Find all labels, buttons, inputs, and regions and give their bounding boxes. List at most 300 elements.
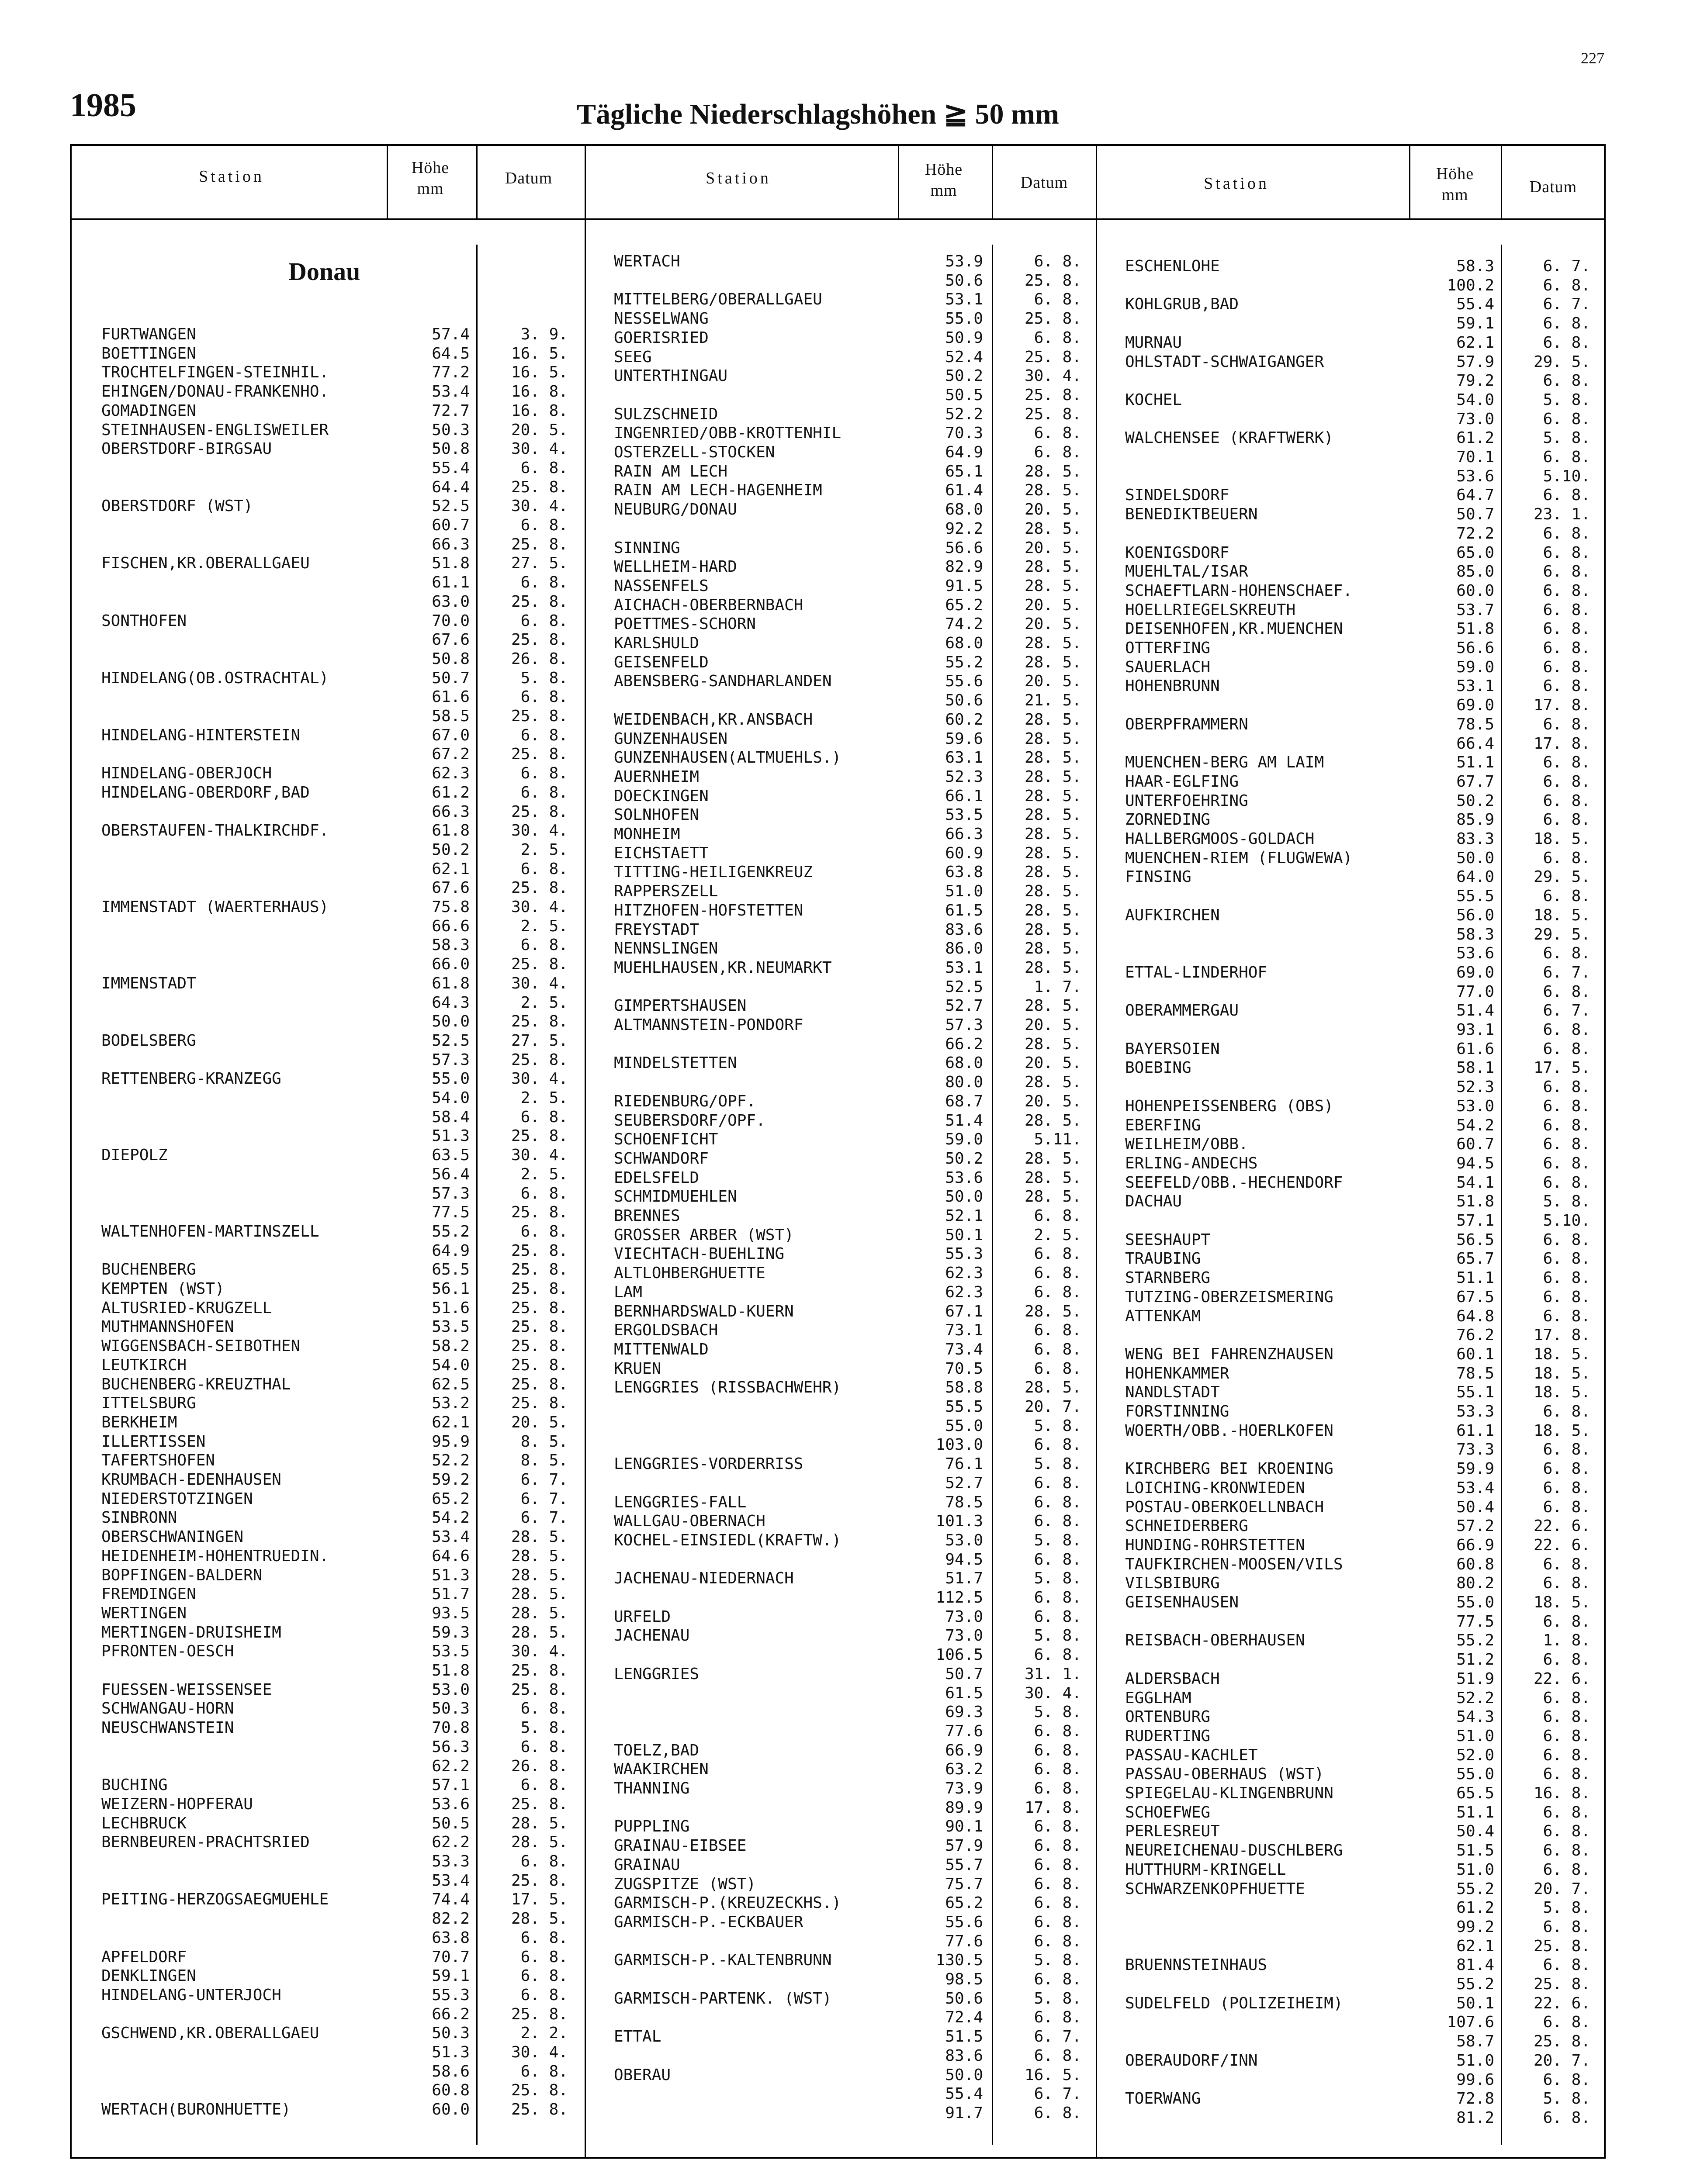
- station-name: SONTHOFEN: [101, 612, 187, 630]
- precip-height: 50.8: [432, 440, 470, 458]
- precip-height: 91.5: [945, 577, 983, 595]
- station-name: KOENIGSDORF: [1125, 543, 1229, 562]
- precip-date: 6. 8.: [520, 1928, 568, 1947]
- table-row: [0, 2032, 1690, 2051]
- precip-date: 6. 8.: [1034, 1264, 1081, 1282]
- station-name: RAIN AM LECH: [614, 462, 728, 480]
- precip-date: 20. 7.: [1533, 1880, 1590, 1898]
- precip-date: 30. 4.: [511, 1146, 568, 1165]
- table-row: [0, 1230, 1690, 1250]
- precip-date: 6. 8.: [520, 574, 568, 592]
- precip-date: 6. 8.: [1543, 1860, 1590, 1879]
- precip-date: 6. 8.: [1034, 290, 1081, 309]
- precip-height: 65.1: [945, 462, 983, 480]
- precip-height: 55.3: [945, 1245, 983, 1263]
- table-row: [0, 696, 1690, 715]
- precip-date: 6. 8.: [1543, 2108, 1590, 2127]
- station-name: STEINHAUSEN-ENGLISWEILER: [101, 421, 329, 439]
- precip-date: 25. 8.: [511, 802, 568, 821]
- precip-date: 20. 5.: [511, 1413, 568, 1431]
- precip-date: 6. 8.: [1034, 2104, 1081, 2122]
- precip-height: 60.7: [432, 516, 470, 534]
- station-name: WERTACH: [614, 252, 680, 270]
- station-name: ORTENBURG: [1125, 1708, 1211, 1726]
- precip-date: 6. 8.: [520, 1108, 568, 1126]
- table-row: [0, 1383, 1690, 1402]
- precip-height: 55.4: [1456, 295, 1494, 314]
- precip-date: 28. 5.: [1024, 729, 1081, 748]
- header-unit-1: mm: [417, 180, 444, 198]
- precip-height: 67.6: [432, 879, 470, 897]
- table-row: [0, 1040, 1690, 1059]
- precip-height: 61.2: [1456, 1899, 1494, 1917]
- precip-date: 20. 5.: [1024, 672, 1081, 691]
- precip-height: 56.0: [1456, 906, 1494, 924]
- table-row: [0, 1631, 1690, 1650]
- precip-height: 55.0: [1456, 1593, 1494, 1611]
- precip-height: 52.1: [945, 1207, 983, 1225]
- precip-date: 27. 5.: [511, 1031, 568, 1050]
- precip-height: 56.6: [945, 539, 983, 557]
- precip-date: 6. 8.: [1543, 1230, 1590, 1249]
- station-name: HINDELANG-HINTERSTEIN: [101, 726, 301, 744]
- precip-height: 75.7: [945, 1875, 983, 1893]
- precip-height: 50.2: [432, 840, 470, 859]
- precip-height: 58.5: [432, 707, 470, 725]
- precip-height: 64.0: [1456, 868, 1494, 886]
- precip-date: 6. 8.: [1543, 887, 1590, 905]
- station-name: PUPPLING: [614, 1818, 690, 1836]
- station-name: PASSAU-KACHLET: [1125, 1746, 1258, 1764]
- precip-height: 54.3: [1456, 1708, 1494, 1726]
- precip-date: 6. 7.: [520, 1509, 568, 1527]
- precip-height: 103.0: [935, 1436, 983, 1454]
- station-name: DACHAU: [1125, 1192, 1182, 1211]
- station-name: WERTINGEN: [101, 1604, 187, 1622]
- station-name: LENGGRIES: [614, 1665, 700, 1683]
- table-row: [0, 963, 1690, 982]
- precip-date: 28. 5.: [511, 1910, 568, 1928]
- precip-height: 58.3: [432, 936, 470, 954]
- station-name: ILLERTISSEN: [101, 1432, 206, 1451]
- precip-height: 57.9: [1456, 352, 1494, 371]
- station-name: RAPPERSZELL: [614, 882, 718, 901]
- precip-date: 5. 8.: [1543, 2090, 1590, 2108]
- table-row: [0, 1898, 1690, 1918]
- precip-date: 28. 5.: [1024, 882, 1081, 901]
- station-name: UNTERFOEHRING: [1125, 791, 1248, 810]
- station-name: POSTAU-OBERKOELLNBACH: [1125, 1498, 1324, 1516]
- precip-date: 6. 8.: [520, 459, 568, 477]
- precip-height: 73.0: [945, 1627, 983, 1645]
- precip-date: 30. 4.: [511, 1642, 568, 1661]
- precip-date: 6. 8.: [1034, 1894, 1081, 1912]
- table-row: [0, 1937, 1690, 1956]
- precip-date: 6. 8.: [520, 1738, 568, 1756]
- precip-date: 21. 5.: [1024, 691, 1081, 710]
- precip-height: 69.0: [1456, 696, 1494, 715]
- precip-height: 57.1: [1456, 1212, 1494, 1230]
- station-name: NIEDERSTOTZINGEN: [101, 1489, 253, 1508]
- precip-date: 28. 5.: [1024, 577, 1081, 595]
- table-row: [0, 1574, 1690, 1593]
- station-name: OBERAU: [614, 2066, 671, 2084]
- station-name: NENNSLINGEN: [614, 940, 718, 958]
- precip-height: 98.5: [945, 1970, 983, 1988]
- station-name: SCHWANDORF: [614, 1149, 709, 1168]
- station-name: ZUGSPITZE (WST): [614, 1875, 756, 1893]
- precip-date: 30. 4.: [511, 2043, 568, 2061]
- precip-height: 93.1: [1456, 1021, 1494, 1039]
- precip-height: 63.5: [432, 1146, 470, 1165]
- precip-date: 6. 8.: [1543, 982, 1590, 1001]
- precip-height: 59.6: [945, 729, 983, 748]
- precip-date: 25. 8.: [511, 1241, 568, 1260]
- precip-date: 6. 7.: [1034, 2085, 1081, 2103]
- precip-date: 25. 8.: [511, 478, 568, 496]
- precip-height: 52.2: [945, 405, 983, 423]
- precip-date: 25. 8.: [511, 535, 568, 553]
- table-row: [0, 1135, 1690, 1154]
- precip-date: 30. 4.: [511, 1070, 568, 1088]
- precip-height: 65.2: [432, 1489, 470, 1508]
- station-name: GRAINAU: [614, 1856, 680, 1874]
- precip-date: 26. 8.: [511, 1757, 568, 1775]
- precip-date: 6. 8.: [1543, 1154, 1590, 1172]
- precip-height: 62.2: [432, 1757, 470, 1775]
- station-name: HINDELANG-OBERDORF,BAD: [101, 783, 310, 802]
- station-name: WERTACH(BURONHUETTE): [101, 2101, 291, 2119]
- precip-height: 54.2: [1456, 1116, 1494, 1134]
- precip-height: 63.1: [945, 749, 983, 767]
- precip-height: 50.6: [945, 1989, 983, 2008]
- station-name: UNTERTHINGAU: [614, 367, 728, 385]
- precip-date: 2. 5.: [520, 1165, 568, 1183]
- precip-height: 66.2: [432, 2005, 470, 2023]
- precip-date: 30. 4.: [511, 497, 568, 515]
- table-row: [0, 1364, 1690, 1383]
- precip-date: 6. 8.: [1543, 1269, 1590, 1287]
- precip-height: 55.0: [432, 1070, 470, 1088]
- precip-date: 6. 8.: [1543, 1689, 1590, 1707]
- precip-date: 6. 8.: [520, 612, 568, 630]
- station-name: HOHENKAMMER: [1125, 1364, 1229, 1382]
- precip-date: 6. 7.: [1034, 2028, 1081, 2046]
- station-name: REISBACH-OBERHAUSEN: [1125, 1631, 1305, 1650]
- precip-date: 25. 8.: [1024, 310, 1081, 328]
- station-name: OBERSTDORF (WST): [101, 497, 253, 515]
- precip-date: 25. 8.: [511, 1280, 568, 1298]
- station-name: GSCHWEND,KR.OBERALLGAEU: [101, 2024, 319, 2042]
- precip-date: 28. 5.: [1024, 901, 1081, 919]
- precip-date: 6. 8.: [1543, 620, 1590, 638]
- precip-date: 6. 8.: [1543, 333, 1590, 352]
- precip-date: 6. 8.: [1543, 410, 1590, 428]
- precip-height: 53.5: [432, 1318, 470, 1336]
- precip-height: 61.6: [432, 688, 470, 706]
- precip-height: 51.5: [1456, 1842, 1494, 1860]
- precip-height: 53.3: [432, 1852, 470, 1870]
- precip-date: 6. 8.: [1034, 1283, 1081, 1301]
- table-row: [0, 1345, 1690, 1364]
- precip-height: 51.3: [432, 2043, 470, 2061]
- precip-height: 52.3: [945, 767, 983, 786]
- precip-height: 68.0: [945, 1054, 983, 1072]
- precip-height: 61.5: [945, 1684, 983, 1702]
- precip-date: 18. 5.: [1533, 1383, 1590, 1402]
- precip-height: 67.6: [432, 631, 470, 649]
- station-name: LENGGRIES (RISSBACHWEHR): [614, 1379, 842, 1397]
- precip-date: 5. 8.: [1034, 1417, 1081, 1435]
- precip-height: 60.0: [432, 2101, 470, 2119]
- precip-height: 57.4: [432, 325, 470, 343]
- precip-height: 81.2: [1456, 2108, 1494, 2127]
- precip-height: 73.3: [1456, 1441, 1494, 1459]
- precip-height: 62.1: [1456, 333, 1494, 352]
- precip-date: 5. 8.: [1034, 1951, 1081, 1970]
- station-name: BODELSBERG: [101, 1031, 196, 1050]
- station-name: ALTUSRIED-KRUGZELL: [101, 1299, 272, 1317]
- precip-date: 28. 5.: [1024, 844, 1081, 862]
- precip-date: 5. 8.: [1034, 1703, 1081, 1721]
- precip-date: 18. 5.: [1533, 1364, 1590, 1382]
- precip-height: 50.9: [945, 328, 983, 347]
- precip-height: 64.9: [945, 443, 983, 461]
- table-row: [0, 1536, 1690, 1555]
- station-name: APFELDORF: [101, 1948, 187, 1966]
- precip-height: 72.7: [432, 401, 470, 420]
- precip-date: 6. 7.: [520, 1471, 568, 1489]
- table-row: [0, 1555, 1690, 1574]
- precip-height: 57.3: [432, 1184, 470, 1203]
- table-row: [0, 1765, 1690, 1784]
- station-name: BUCHENBERG: [101, 1261, 196, 1279]
- precip-height: 55.2: [1456, 1880, 1494, 1898]
- precip-date: 28. 5.: [1024, 1302, 1081, 1320]
- table-row: [0, 715, 1690, 734]
- precip-date: 28. 5.: [511, 1585, 568, 1603]
- precip-height: 54.0: [1456, 390, 1494, 409]
- station-name: SCHOENFICHT: [614, 1130, 718, 1149]
- station-name: BOPFINGEN-BALDERN: [101, 1566, 263, 1584]
- station-name: ALTMANNSTEIN-PONDORF: [614, 1016, 803, 1034]
- precip-date: 6. 8.: [1543, 1498, 1590, 1516]
- precip-date: 28. 5.: [1024, 634, 1081, 652]
- precip-height: 53.1: [1456, 677, 1494, 695]
- precip-date: 2. 5.: [520, 917, 568, 935]
- precip-date: 30. 4.: [511, 898, 568, 916]
- precip-height: 53.0: [432, 1680, 470, 1699]
- precip-date: 6. 8.: [1543, 1040, 1590, 1058]
- precip-date: 6. 8.: [1543, 1746, 1590, 1764]
- precip-height: 57.9: [945, 1837, 983, 1855]
- station-name: SCHWANGAU-HORN: [101, 1700, 234, 1718]
- precip-date: 5. 8.: [1034, 1569, 1081, 1588]
- precip-height: 50.6: [945, 271, 983, 290]
- station-name: GUNZENHAUSEN: [614, 729, 728, 748]
- precip-height: 60.1: [1456, 1345, 1494, 1363]
- precip-date: 6. 8.: [1543, 1097, 1590, 1115]
- precip-height: 59.9: [1456, 1460, 1494, 1478]
- station-name: PEITING-HERZOGSAEGMUEHLE: [101, 1890, 329, 1909]
- precip-height: 63.2: [945, 1760, 983, 1779]
- station-name: EDELSFELD: [614, 1168, 700, 1187]
- precip-height: 56.6: [1456, 639, 1494, 657]
- precip-date: 28. 5.: [1024, 997, 1081, 1015]
- table-row: [0, 1841, 1690, 1860]
- station-name: TROCHTELFINGEN-STEINHIL.: [101, 363, 329, 382]
- station-name: ALTLOHBERGHUETTE: [614, 1264, 765, 1282]
- precip-height: 60.9: [945, 844, 983, 862]
- station-name: FORSTINNING: [1125, 1403, 1229, 1420]
- precip-height: 62.1: [432, 860, 470, 878]
- table-row: [0, 1268, 1690, 1288]
- station-name: HEIDENHEIM-HOHENTRUEDIN.: [101, 1547, 329, 1565]
- table-row: [0, 1975, 1690, 1994]
- header-datum-2: Datum: [1020, 173, 1068, 192]
- precip-date: 6. 8.: [1543, 1479, 1590, 1497]
- station-name: VILSBIBURG: [1125, 1574, 1220, 1593]
- table-row: [0, 1918, 1690, 1937]
- precip-date: 6. 8.: [1543, 639, 1590, 657]
- grid-line: [476, 144, 478, 219]
- precip-date: 6. 8.: [1034, 1818, 1081, 1836]
- table-row: [0, 982, 1690, 1002]
- precip-height: 77.6: [945, 1722, 983, 1740]
- precip-date: 25. 8.: [1533, 1937, 1590, 1955]
- precip-height: 59.2: [432, 1471, 470, 1489]
- precip-height: 50.1: [945, 1226, 983, 1244]
- grid-line: [992, 144, 993, 219]
- precip-height: 52.5: [432, 1031, 470, 1050]
- station-name: LOICHING-KRONWIEDEN: [1125, 1479, 1305, 1497]
- station-name: SEEFELD/OBB.-HECHENDORF: [1125, 1173, 1343, 1192]
- station-name: PFRONTEN-OESCH: [101, 1642, 234, 1661]
- station-name: AUERNHEIM: [614, 767, 700, 786]
- precip-height: 58.1: [1456, 1059, 1494, 1077]
- station-name: MUEHLTAL/ISAR: [1125, 563, 1248, 581]
- precip-height: 61.5: [945, 901, 983, 919]
- precip-date: 6. 8.: [1543, 658, 1590, 676]
- precip-date: 6. 8.: [1543, 543, 1590, 562]
- station-name: FURTWANGEN: [101, 325, 196, 343]
- precip-height: 67.7: [1456, 772, 1494, 791]
- precip-date: 6. 8.: [520, 936, 568, 954]
- precip-date: 25. 8.: [511, 1337, 568, 1355]
- precip-height: 53.5: [945, 806, 983, 824]
- precip-date: 6. 8.: [1543, 1803, 1590, 1821]
- header-hoehe-1: Höhe: [411, 159, 450, 177]
- station-name: FUESSEN-WEISSENSEE: [101, 1680, 272, 1699]
- precip-date: 28. 5.: [1024, 481, 1081, 500]
- station-name: GRAINAU-EIBSEE: [614, 1837, 747, 1855]
- precip-height: 82.2: [432, 1910, 470, 1928]
- precip-date: 20. 5.: [1024, 615, 1081, 633]
- precip-height: 92.2: [945, 519, 983, 538]
- precip-date: 6. 8.: [1034, 1646, 1081, 1664]
- precip-height: 130.5: [935, 1951, 983, 1970]
- precip-date: 6. 8.: [1543, 1822, 1590, 1841]
- station-name: SPIEGELAU-KLINGENBRUNN: [1125, 1784, 1333, 1802]
- table-row: [0, 1058, 1690, 1078]
- table-row: [0, 925, 1690, 944]
- precip-height: 51.7: [945, 1569, 983, 1588]
- precip-date: 17. 8.: [1533, 734, 1590, 753]
- precip-height: 55.0: [945, 1417, 983, 1435]
- station-name: SULZSCHNEID: [614, 405, 718, 423]
- precip-date: 6. 8.: [1034, 328, 1081, 347]
- precip-height: 85.0: [1456, 563, 1494, 581]
- precip-date: 5. 8.: [520, 669, 568, 687]
- precip-date: 6. 8.: [1543, 753, 1590, 772]
- precip-height: 52.5: [945, 978, 983, 996]
- precip-height: 59.0: [945, 1130, 983, 1149]
- precip-date: 28. 5.: [1024, 767, 1081, 786]
- precip-date: 6. 8.: [1543, 601, 1590, 619]
- precip-height: 53.4: [432, 1528, 470, 1546]
- station-name: BOETTINGEN: [101, 344, 196, 363]
- station-name: GARMISCH-PARTENK. (WST): [614, 1989, 832, 2008]
- station-name: BERKHEIM: [101, 1413, 177, 1431]
- precip-date: 6. 8.: [1034, 443, 1081, 461]
- precip-height: 52.7: [945, 1474, 983, 1492]
- precip-height: 66.3: [432, 802, 470, 821]
- precip-date: 2. 5.: [520, 840, 568, 859]
- station-name: FREMDINGEN: [101, 1585, 196, 1603]
- precip-date: 6. 8.: [1543, 276, 1590, 294]
- precip-height: 50.3: [432, 1700, 470, 1718]
- precip-height: 60.8: [1456, 1555, 1494, 1573]
- precip-date: 20. 5.: [1024, 539, 1081, 557]
- station-name: SCHAEFTLARN-HOHENSCHAEF.: [1125, 581, 1353, 600]
- precip-date: 6. 8.: [1543, 372, 1590, 390]
- station-name: NASSENFELS: [614, 577, 709, 595]
- station-name: FREYSTADT: [614, 920, 700, 939]
- precip-height: 50.3: [432, 2024, 470, 2042]
- precip-height: 63.0: [432, 592, 470, 611]
- precip-date: 28. 5.: [511, 1604, 568, 1622]
- precip-height: 53.9: [945, 252, 983, 270]
- station-name: ALDERSBACH: [1125, 1669, 1220, 1688]
- station-name: MUENCHEN-RIEM (FLUGWEWA): [1125, 849, 1353, 867]
- precip-date: 31. 1.: [1024, 1665, 1081, 1683]
- page-number: 227: [1581, 49, 1604, 67]
- station-name: MUTHMANNSHOFEN: [101, 1318, 234, 1336]
- station-name: WENG BEI FAHRENZHAUSEN: [1125, 1345, 1333, 1363]
- table-row: [0, 1459, 1690, 1479]
- precip-height: 64.3: [432, 993, 470, 1012]
- precip-height: 50.4: [1456, 1822, 1494, 1841]
- station-name: ETTAL: [614, 2028, 661, 2046]
- precip-height: 65.5: [432, 1261, 470, 1279]
- station-name: MINDELSTETTEN: [614, 1054, 737, 1072]
- precip-date: 6. 8.: [1543, 1918, 1590, 1936]
- table-row: [0, 944, 1690, 963]
- station-name: NANDLSTADT: [1125, 1383, 1220, 1402]
- precip-date: 6. 7.: [1543, 257, 1590, 275]
- table-row: [0, 1154, 1690, 1173]
- precip-height: 55.1: [1456, 1383, 1494, 1402]
- precip-height: 62.1: [1456, 1937, 1494, 1955]
- station-name: WEIDENBACH,KR.ANSBACH: [614, 710, 813, 729]
- precip-height: 51.3: [432, 1127, 470, 1145]
- precip-date: 6. 8.: [1543, 1441, 1590, 1459]
- precip-date: 20. 7.: [1533, 2051, 1590, 2070]
- precip-date: 6. 8.: [1034, 1875, 1081, 1893]
- precip-height: 75.8: [432, 898, 470, 916]
- precip-date: 28. 5.: [1024, 1073, 1081, 1092]
- precip-date: 28. 5.: [1024, 1111, 1081, 1130]
